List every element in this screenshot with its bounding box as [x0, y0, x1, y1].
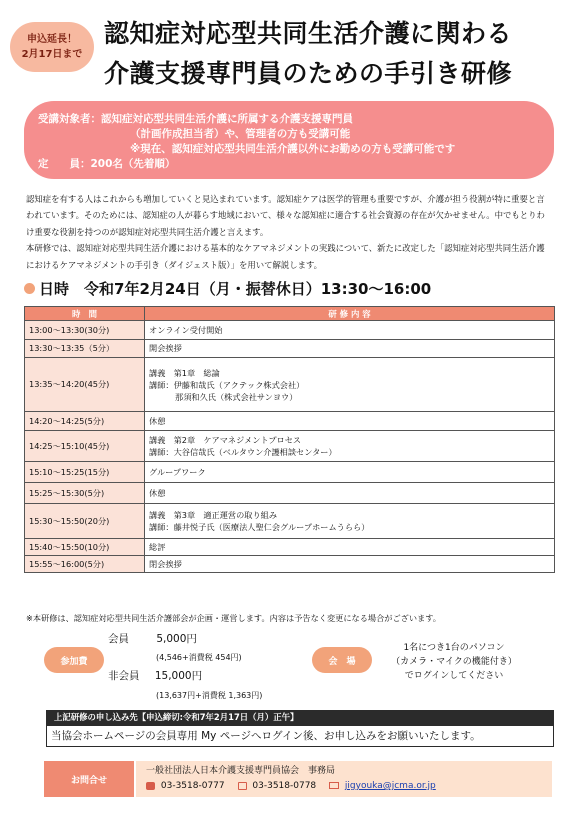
schedule-header-row	[25, 307, 555, 321]
member-price: 5,000円	[156, 633, 197, 645]
event-date	[24, 278, 431, 299]
badge-line-1: 申込延長！	[27, 34, 77, 45]
application-heading: 上記研修の申し込み先【申込締切:令和7年2月17日（月）正午】	[46, 710, 554, 725]
venue-line-1: 1名につき1台のパソコン	[403, 643, 505, 653]
nonmember-label: 非会員	[108, 670, 140, 682]
intro-paragraph-2: 本研修では、認知症対応型共同生活介護における基本的なケアマネジメントの実践について、新たに改定した「認知症対応型共同生活介護におけるケアマネジメントの手引き（ダイジェスト版）」を用いて解説します。	[26, 243, 545, 270]
badge-line-2: 2月17日まで	[21, 49, 83, 60]
lecturer: 講師：大谷信哉氏（ベルタウン介護相談センター）	[149, 447, 337, 457]
lecturer: 那須和久氏（株式会社サンヨウ）	[175, 391, 298, 402]
event-date-text: 日時 令和7年2月24日（月・振替休日）13:30〜16:00	[39, 280, 432, 298]
content-cell: 開会挨拶	[145, 340, 555, 358]
time-cell: 15:25〜15:30(5分)	[25, 483, 145, 504]
intro-paragraph-1: 認知症を有する人はこれからも増加していくと見込まれています。認知症ケアは医学的管理も重要ですが、介護が担う役割が特に重要と言われています。そのためには、認知症の人が暮らす地域において、様々な認知症に適合する社会資源の存在が欠かせません。中でもとりわけ重要な役割を持つのが認知症対応型共同生活介護と言えます。	[26, 194, 545, 237]
target-line-1: 受講対象者：認知症対応型共同生活介護に所属する介護支援専門員	[38, 113, 353, 125]
contact-org: 一般社団法人日本介護支援専門員協会 事務局	[146, 766, 336, 776]
intro-text	[26, 191, 550, 273]
time-cell: 15:30〜15:50(20分)	[25, 504, 145, 539]
table-row	[25, 412, 555, 431]
lecture-title: 講義 第2章 ケアマネジメントプロセス	[149, 435, 302, 445]
lecturer: 講師：藤井悦子氏（医療法人聖仁会グループホームうらら）	[149, 522, 370, 532]
content-cell	[145, 504, 555, 539]
target-line-2: （計画作成担当者）や、管理者の方も受講可能	[130, 128, 351, 140]
contact-fax: 03-3518-0778	[252, 781, 317, 791]
table-row	[25, 358, 555, 412]
fax-icon	[238, 782, 247, 790]
table-row	[25, 539, 555, 556]
nonmember-price-detail: (13,637円+消費税 1,363円)	[156, 691, 263, 700]
time-cell: 15:55〜16:00(5分)	[25, 556, 145, 573]
content-header: 研 修 内 容	[145, 307, 555, 321]
content-cell: グループワーク	[145, 462, 555, 483]
contact-details	[146, 779, 552, 794]
time-cell: 14:25〜15:10(45分)	[25, 431, 145, 462]
mail-icon	[329, 782, 339, 789]
bullet-dot-icon	[24, 283, 35, 294]
contact-email-link[interactable]: jigyouka@jcma.or.jp	[344, 781, 436, 791]
time-cell: 14:20〜14:25(5分)	[25, 412, 145, 431]
lecturer: 講師：伊藤和哉氏（アクテック株式会社）	[149, 379, 305, 390]
member-label: 会員	[108, 633, 129, 645]
target-line-3: ※現在、認知症対応型共同生活介護以外にお勤めの方も受講可能です	[130, 143, 456, 155]
table-row	[25, 462, 555, 483]
content-cell	[145, 431, 555, 462]
phone-icon	[146, 782, 155, 790]
schedule-table	[24, 306, 555, 573]
deadline-extension-badge	[10, 22, 94, 72]
nonmember-price: 15,000円	[154, 670, 203, 682]
page-title	[104, 14, 512, 94]
contact-info	[136, 761, 552, 797]
lecture-title: 講義 第3章 適正運営の取り組み	[149, 510, 278, 520]
fee-label: 参加費	[44, 647, 104, 673]
time-cell: 13:00〜13:30(30分)	[25, 321, 145, 340]
member-price-detail: (4,546+消費税 454円)	[156, 653, 242, 662]
table-row	[25, 483, 555, 504]
table-row	[25, 431, 555, 462]
time-cell: 13:30〜13:35（5分）	[25, 340, 145, 358]
table-row	[25, 321, 555, 340]
venue-info	[390, 641, 518, 683]
time-header: 時 間	[25, 307, 145, 321]
content-cell: オンライン受付開始	[145, 321, 555, 340]
nonmember-fee	[108, 668, 202, 683]
content-cell: 休憩	[145, 483, 555, 504]
time-cell: 15:40〜15:50(10分)	[25, 539, 145, 556]
contact-tel: 03-3518-0777	[160, 781, 225, 791]
venue-label: 会 場	[312, 647, 372, 673]
table-row	[25, 556, 555, 573]
time-cell: 13:35〜14:20(45分)	[25, 358, 145, 412]
venue-line-3: でログインしてください	[404, 671, 504, 681]
content-cell: 総評	[145, 539, 555, 556]
application-instructions: 当協会ホームページの会員専用 My ページへログイン後、お申し込みをお願いいたします。	[46, 725, 554, 747]
capacity-line: 定 員：200名（先着順）	[38, 158, 176, 170]
footnote: ※本研修は、認知症対応型共同生活介護部会が企画・運営します。内容は予告なく変更になる場合がございます。	[26, 613, 441, 623]
table-row	[25, 504, 555, 539]
venue-line-2: （カメラ・マイクの機能付き）	[391, 657, 517, 667]
target-audience-box	[24, 101, 554, 179]
table-row	[25, 340, 555, 358]
lecture-title: 講義 第1章 総論	[149, 367, 220, 378]
content-cell: 閉会挨拶	[145, 556, 555, 573]
contact-label: お問合せ	[44, 761, 134, 797]
content-cell: 休憩	[145, 412, 555, 431]
content-cell	[145, 358, 555, 412]
title-line-2: 介護支援専門員のための手引き研修	[104, 59, 513, 88]
time-cell: 15:10〜15:25(15分)	[25, 462, 145, 483]
member-fee	[108, 631, 197, 646]
title-line-1: 認知症対応型共同生活介護に関わる	[104, 19, 513, 48]
